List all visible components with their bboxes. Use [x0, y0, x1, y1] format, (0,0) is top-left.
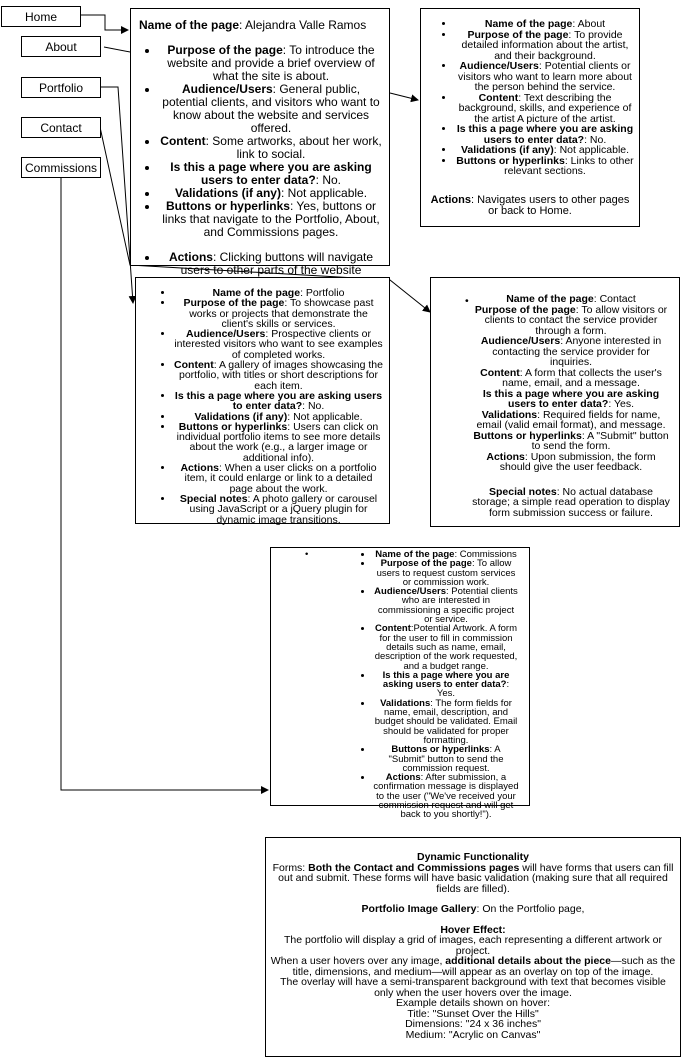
commissions-item-purpose: • Purpose of the page: To allow users to request custom services or commission work. — [373, 559, 519, 587]
portfolio-item-buttons: • Buttons or hyperlinks: Users can click on individual portfolio items to see more details about the work (e.g., a larger image or additional info). — [174, 422, 383, 463]
dynamic-hover-title: Hover Effect: — [440, 923, 506, 936]
commissions-item-buttons: • Buttons or hyperlinks: A "Submit" button to send the commission request. — [373, 745, 519, 773]
about-box — [420, 8, 640, 227]
contact-bullet: • — [465, 295, 469, 307]
portfolio-item-purpose: • Purpose of the page: To showcase past works or projects that demonstrate the client's skills or services. — [174, 298, 383, 329]
home-item-content: • Content: Some artworks, about her work, link to social. — [159, 135, 383, 161]
dynamic-example-title-line: Title: "Sunset Over the Hills" — [407, 1007, 539, 1020]
node-about[interactable]: About — [21, 36, 101, 57]
portfolio-item-content: • Content: A gallery of images showcasing the portfolio, with titles or short descriptions for each item. — [174, 360, 383, 391]
about-item-buttons: • Buttons or hyperlinks: Links to other relevant sections. — [455, 156, 635, 177]
about-item-name: • Name of the page: About — [455, 19, 635, 30]
about-item-purpose: • Purpose of the page: To provide detailed information about the artist, and their background. — [455, 30, 635, 62]
contact-purpose: Purpose of the page: To allow visitors or clients to contact the service provider through a form. — [474, 303, 668, 337]
dynamic-example-dimensions-line: Dimensions: "24 x 36 inches" — [405, 1018, 541, 1030]
dynamic-forms: Forms: Both the Contact and Commissions pages will have forms that users can fill out and submit. These forms will have basic validation (making sure that all required fields are filled). — [272, 861, 674, 895]
portfolio-item-validations: • Validations (if any): Not applicable. — [174, 412, 383, 422]
contact-buttons: Buttons or hyperlinks: A "Submit" button to send the form. — [473, 429, 669, 452]
home-item-validations: • Validations (if any): Not applicable. — [159, 187, 383, 200]
home-item-purpose: • Purpose of the page: To introduce the website and provide a brief overview of what the site is about. — [159, 44, 383, 83]
commissions-item-actions: • Actions: After submission, a confirmation message is displayed to the user ("We've received your commission request and will get back to you shortly!"). — [373, 773, 519, 819]
dynamic-example-title: Example details shown on hover: — [395, 997, 551, 1009]
contact-audience: Audience/Users: Anyone interested in contacting the service provider for inquiries. — [480, 335, 662, 368]
commissions-box — [270, 547, 530, 821]
home-item-actions: • Actions: Clicking buttons will navigate users to other parts of the website — [159, 251, 383, 277]
home-box — [130, 8, 390, 277]
dynamic-hover-p1: The portfolio will display a grid of images, each representing a different artwork or project. — [284, 934, 662, 957]
home-list — [139, 44, 383, 277]
commissions-item-validations: • Validations: The form fields for name, email, description, and budget should be validated. Email should be validated for proper formatting. — [373, 699, 519, 745]
home-item-audience: • Audience/Users: General public, potential clients, and visitors who want to know about the website and services offered. — [159, 83, 383, 135]
home-name: Name of the page: Alejandra Valle Ramos — [139, 18, 367, 32]
commissions-outer-bullet: • — [305, 549, 309, 560]
commissions-item-name: • Name of the page: Commissions — [373, 550, 519, 559]
dynamic-functionality-box — [265, 837, 681, 1057]
contact-special: Special notes: No actual database storage; a simple read operation to display form submission success or failure. — [472, 485, 670, 519]
commissions-item-content: • Content:Potential Artwork. A form for the user to fill in commission details such as name, email, description of the work requested, and a budget range. — [373, 624, 519, 670]
node-portfolio[interactable]: Portfolio — [21, 77, 101, 98]
dynamic-example-medium-line: Medium: "Acrylic on Canvas" — [405, 1028, 541, 1041]
portfolio-item-actions: • Actions: When a user clicks on a portfolio item, it could enlarge or link to a detailed page about the work. — [174, 463, 383, 494]
home-item-buttons: • Buttons or hyperlinks: Yes, buttons or links that navigate to the Portfolio, About, and Commissions pages. — [159, 200, 383, 239]
dynamic-title: Dynamic Functionality — [416, 851, 530, 863]
node-home[interactable]: Home — [1, 6, 81, 27]
contact-validations: Validations: Required fields for name, email (valid email format), and message. — [476, 408, 666, 431]
portfolio-item-special: • Special notes: A photo gallery or carousel using JavaScript or a jQuery plugin for dynamic image transitions. — [174, 494, 383, 525]
about-item-audience: • Audience/Users: Potential clients or visitors who want to learn more about the person behind the service. — [455, 61, 635, 93]
portfolio-box — [135, 277, 390, 524]
connector-home — [80, 15, 128, 30]
contact-actions: Actions: Upon submission, the form should give the user feedback. — [486, 450, 656, 473]
about-item-validations: • Validations (if any): Not applicable. — [455, 145, 635, 156]
commissions-item-audience: • Audience/Users: Potential clients who are interested in commissioning a specific project or service. — [373, 587, 519, 624]
connector-to-about-box — [390, 93, 418, 100]
portfolio-item-audience: • Audience/Users: Prospective clients or interested visitors who want to see examples of completed works. — [174, 329, 383, 360]
about-list — [425, 19, 635, 177]
node-commissions[interactable]: Commissions — [21, 157, 101, 178]
dynamic-gallery: Portfolio Image Gallery: On the Portfolio page, — [361, 903, 585, 915]
connector-portfolio — [100, 87, 133, 303]
about-item-data-entry: • Is this a page where you are asking users to enter data?: No. — [455, 124, 635, 145]
portfolio-item-data-entry: • Is this a page where you are asking users to enter data?: No. — [174, 391, 383, 412]
node-contact[interactable]: Contact — [21, 117, 101, 138]
about-item-content: • Content: Text describing the background, skills, and experience of the artist A picture of the artist. — [455, 93, 635, 125]
connector-about — [104, 47, 130, 52]
portfolio-item-name: • Name of the page: Portfolio — [174, 288, 383, 298]
contact-data-entry: Is this a page where you are asking users to enter data?: Yes. — [482, 387, 660, 410]
dynamic-hover-p2: When a user hovers over any image, additional details about the piece—such as the title, dimensions, and medium—will appear as an overlay on top of the image. — [270, 955, 676, 978]
portfolio-list — [140, 288, 383, 525]
contact-name: Name of the page: Contact — [506, 293, 636, 305]
home-item-data-entry: • Is this a page where you are asking users to enter data?: No. — [159, 161, 383, 187]
dynamic-hover-p3: The overlay will have a semi-transparent background with text that becomes visible only when the user hovers over the image. — [280, 976, 666, 999]
commissions-list — [277, 550, 519, 820]
about-actions: Actions: Navigates users to other pages or back to Home. — [430, 193, 630, 217]
commissions-item-data-entry: • Is this a page where you are asking users to enter data?: Yes. — [373, 671, 519, 699]
contact-content: Content: A form that collects the user's name, email, and a message. — [480, 366, 662, 389]
contact-box — [430, 277, 680, 527]
